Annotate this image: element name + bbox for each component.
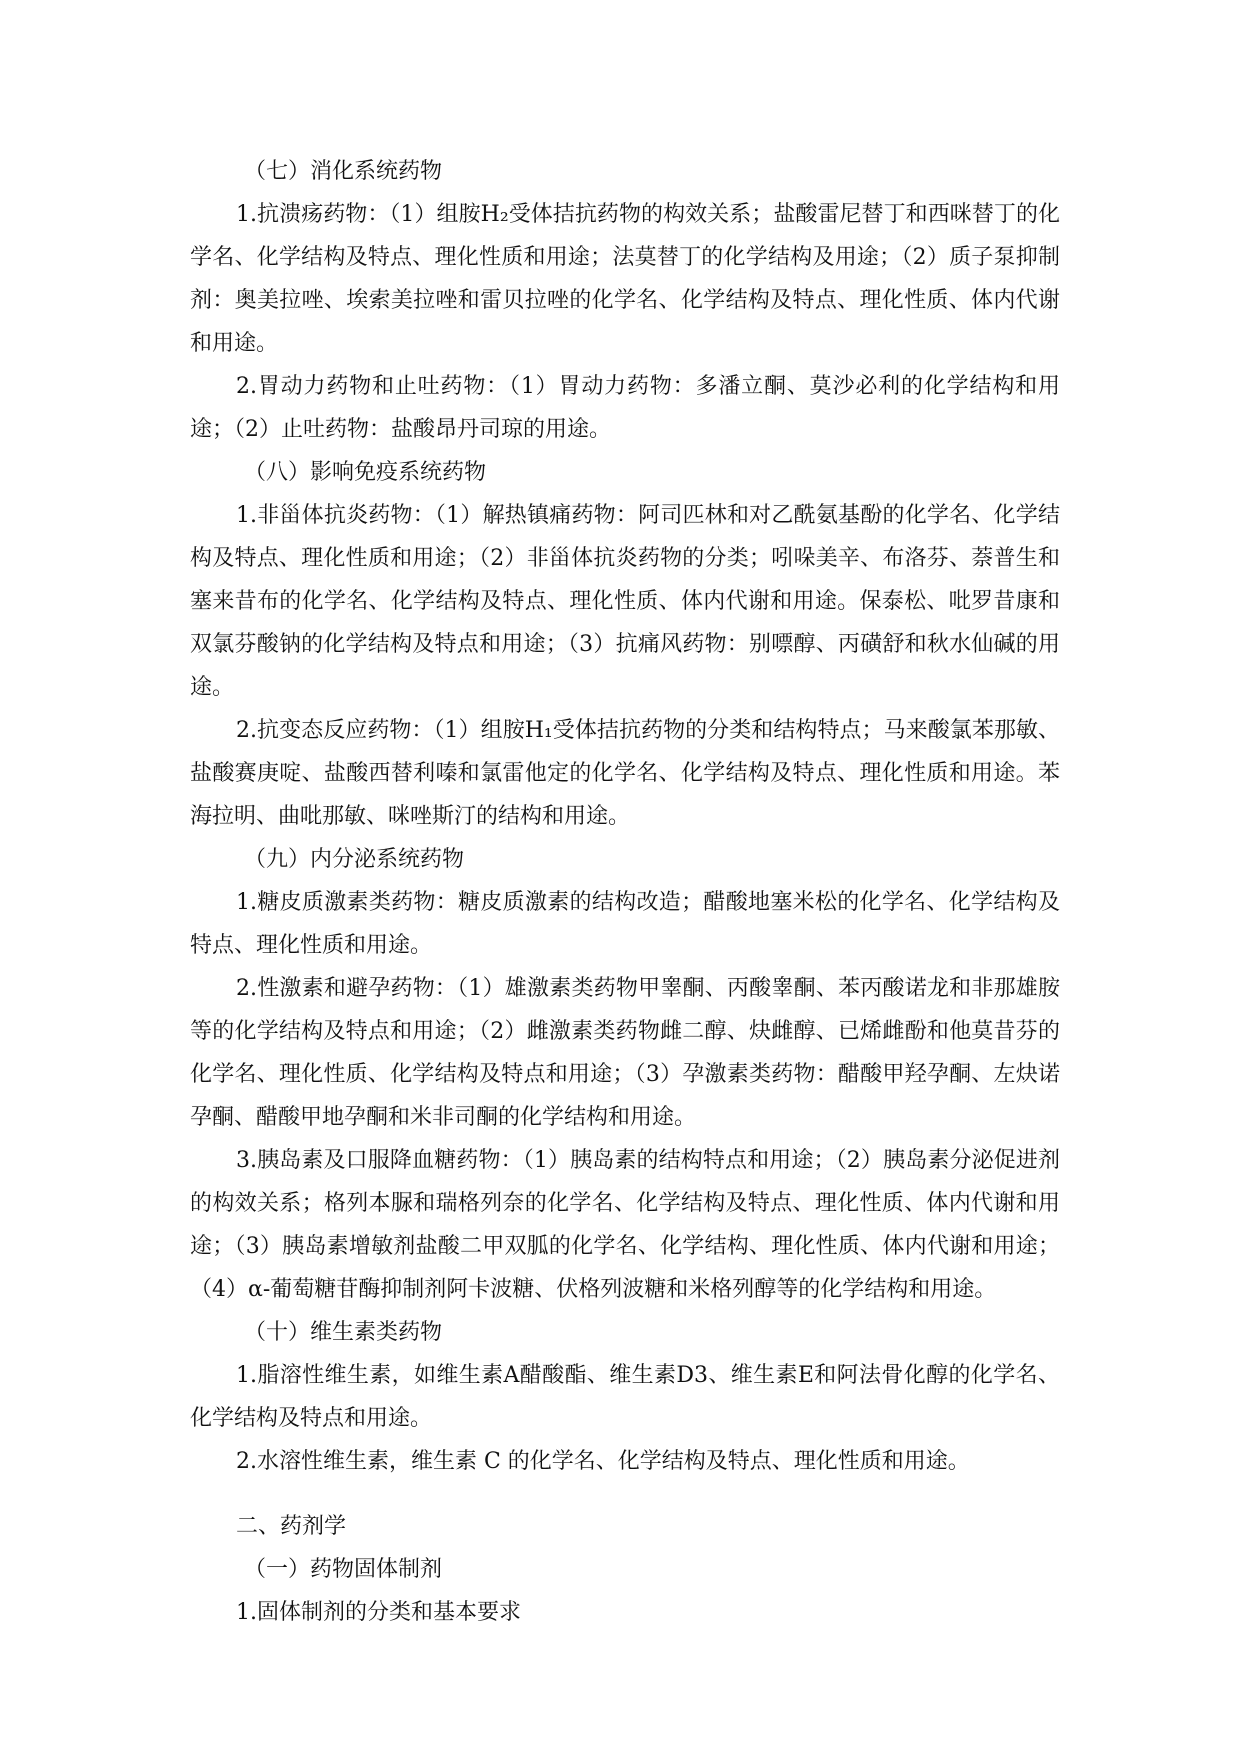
paragraph-antiallergy: 2.抗变态反应药物：（1）组胺H₁受体拮抗药物的分类和结构特点；马来酸氯苯那敏、盐酸赛庚啶、盐酸西替利嗪和氯雷他定的化学名、化学结构及特点、理化性质和用途。苯海拉明、曲吡那敏、咪唑斯汀的结构和用途。 (190, 718, 1060, 829)
section-gap (190, 1483, 1060, 1505)
paragraph-gastrokinetic: 2.胃动力药物和止吐药物：（1）胃动力药物：多潘立酮、莫沙必利的化学结构和用途；（2）止吐药物：盐酸昂丹司琼的用途。 (190, 374, 1060, 442)
chapter-heading-pharmaceutics: 二、药剂学 (236, 1514, 347, 1539)
paragraph-anti-ulcer: 1.抗溃疡药物：（1）组胺H₂受体拮抗药物的构效关系；盐酸雷尼替丁和西咪替丁的化学名、化学结构及特点、理化性质和用途；法莫替丁的化学结构及用途；（2）质子泵抑制剂：奥美拉唑、埃索美拉唑和雷贝拉唑的化学名、化学结构及特点、理化性质、体内代谢和用途。 (190, 202, 1061, 356)
section-heading-immune: （八）影响免疫系统药物 (244, 460, 487, 485)
paragraph-nsaid: 1.非甾体抗炎药物：（1）解热镇痛药物：阿司匹林和对乙酰氨基酚的化学名、化学结构及特点、理化性质和用途；（2）非甾体抗炎药物的分类；吲哚美辛、布洛芬、萘普生和塞来昔布的化学名、化学结构及特点、理化性质、体内代谢和用途。保泰松、吡罗昔康和双氯芬酸钠的化学结构及特点和用途；（3）抗痛风药物：别嘌醇、丙磺舒和秋水仙碱的用途。 (190, 503, 1061, 700)
section-heading-solid-dosage: （一）药物固体制剂 (244, 1557, 443, 1582)
paragraph-insulin: 3.胰岛素及口服降血糖药物：（1）胰岛素的结构特点和用途；（2）胰岛素分泌促进剂的构效关系；格列本脲和瑞格列奈的化学名、化学结构及特点、理化性质、体内代谢和用途；（3）胰岛素增敏剂盐酸二甲双胍的化学名、化学结构、理化性质、体内代谢和用途；（4）α-葡萄糖苷酶抑制剂阿卡波糖、伏格列波糖和米格列醇等的化学结构和用途。 (190, 1148, 1060, 1302)
paragraph-glucocorticoid: 1.糖皮质激素类药物：糖皮质激素的结构改造；醋酸地塞米松的化学名、化学结构及特点、理化性质和用途。 (190, 890, 1060, 958)
section-heading-vitamins: （十）维生素类药物 (244, 1320, 443, 1345)
section-heading-endocrine: （九）内分泌系统药物 (244, 847, 465, 872)
section-heading-digestive: （七）消化系统药物 (244, 159, 443, 184)
paragraph-solid-dosage-classification: 1.固体制剂的分类和基本要求 (236, 1600, 521, 1625)
paragraph-water-soluble-vitamins: 2.水溶性维生素，维生素 C 的化学名、化学结构及特点、理化性质和用途。 (236, 1449, 970, 1474)
paragraph-fat-soluble-vitamins: 1.脂溶性维生素，如维生素A醋酸酯、维生素D3、维生素E和阿法骨化醇的化学名、化学结构及特点和用途。 (190, 1363, 1060, 1431)
document-body (190, 150, 1060, 1634)
paragraph-sex-hormones: 2.性激素和避孕药物：（1）雄激素类药物甲睾酮、丙酸睾酮、苯丙酸诺龙和非那雄胺等的化学结构及特点和用途；（2）雌激素类药物雌二醇、炔雌醇、已烯雌酚和他莫昔芬的化学名、理化性质、化学结构及特点和用途；（3）孕激素类药物：醋酸甲羟孕酮、左炔诺孕酮、醋酸甲地孕酮和米非司酮的化学结构和用途。 (190, 976, 1061, 1130)
